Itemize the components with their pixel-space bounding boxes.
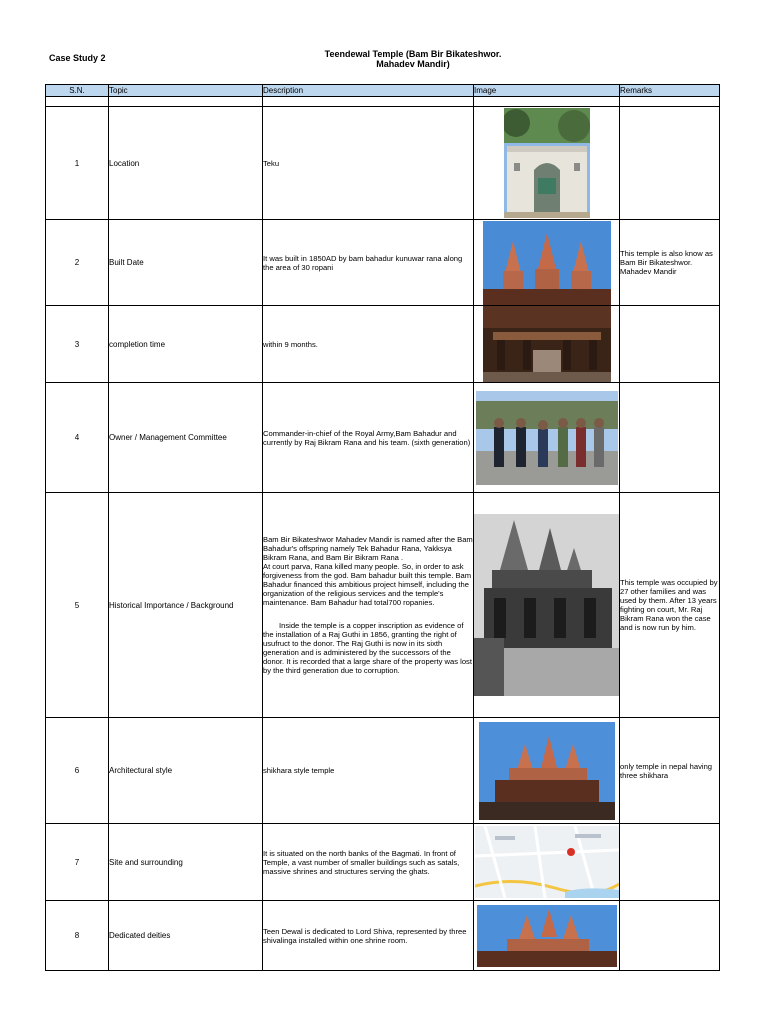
row-description: shikhara style temple xyxy=(263,718,474,824)
row-description: Commander-in-chief of the Royal Army,Bam Bahadur and currently by Raj Bikram Rana and his team. (sixth generation) xyxy=(263,383,474,493)
table-row xyxy=(46,493,720,718)
table-row xyxy=(46,306,720,383)
row-description: Teen Dewal is dedicated to Lord Shiva, represented by three shivalinga installed within one shrine room. xyxy=(263,901,474,971)
three-shikhara-temple-photo xyxy=(483,221,611,305)
header-remarks: Remarks xyxy=(620,85,720,97)
row-number: 5 xyxy=(46,493,109,718)
description-paragraph-2: Inside the temple is a copper inscription as evidence of the installation of a Raj Guthi in 1856, granting the right of usufruct to the donor. The Raj Guthi is now in its sixth generation and is administered by the successors of the donor. It is recorded that a large share of the property was lost by the third generation due to corruption. xyxy=(263,621,472,675)
header-image: Image xyxy=(474,85,620,97)
row-image-cell xyxy=(474,107,620,220)
table-header-row xyxy=(46,85,720,97)
row-description: It is situated on the north banks of the Bagmati. In front of Temple, a vast number of smaller buildings such as satals, massive shrines and structures serving the ghats. xyxy=(263,824,474,901)
row-topic: completion time xyxy=(109,306,263,383)
row-image-cell xyxy=(474,824,620,901)
document-title xyxy=(300,49,526,69)
row-remarks xyxy=(620,824,720,901)
row-topic: Owner / Management Committee xyxy=(109,383,263,493)
title-line-1: Teendewal Temple (Bam Bir Bikateshwor. xyxy=(324,49,502,59)
row-description: within 9 months. xyxy=(263,306,474,383)
header-topic: Topic xyxy=(109,85,263,97)
title-line-2: Mahadev Mandir) xyxy=(376,59,450,69)
row-number: 8 xyxy=(46,901,109,971)
row-number: 1 xyxy=(46,107,109,220)
historic-black-white-photo xyxy=(474,514,620,696)
table-row xyxy=(46,901,720,971)
description-paragraph-1: Bam Bir Bikateshwor Mahadev Mandir is named after the Bam Bahadur's offspring namely Tek Bahadur Rana, Yakksya Bikram Rana, and Bam Bir Bikram Rana . xyxy=(263,535,473,562)
row-topic: Built Date xyxy=(109,220,263,306)
row-remarks: This temple is also know as Bam Bir Bikateshwor. Mahadev Mandir xyxy=(620,220,720,306)
row-image-cell xyxy=(474,901,620,971)
map-screenshot xyxy=(475,826,619,898)
row-topic: Site and surrounding xyxy=(109,824,263,901)
temple-front-photo xyxy=(479,722,615,820)
row-number: 4 xyxy=(46,383,109,493)
row-topic: Architectural style xyxy=(109,718,263,824)
row-topic: Historical Importance / Background xyxy=(109,493,263,718)
group-photo xyxy=(476,391,618,485)
row-image-cell xyxy=(474,493,620,718)
spacer-row xyxy=(46,97,720,107)
row-topic: Dedicated deities xyxy=(109,901,263,971)
table-row xyxy=(46,220,720,306)
row-remarks xyxy=(620,107,720,220)
row-image-cell xyxy=(474,306,620,383)
table-row xyxy=(46,107,720,220)
temple-gate-photo xyxy=(504,108,590,218)
row-remarks xyxy=(620,306,720,383)
row-number: 3 xyxy=(46,306,109,383)
header-sn: S.N. xyxy=(46,85,109,97)
table-row xyxy=(46,718,720,824)
row-number: 6 xyxy=(46,718,109,824)
temple-courtyard-photo xyxy=(483,306,611,382)
description-paragraph-1b: At court parva, Rana killed many people. So, in order to ask forgiveness from the god. Bam bahadur built this temple. Bam Bahadur financed this ambitious project himself, including the organization of the religious services and the temple's maintenance. Bam Bahadur had total700 ropanies. xyxy=(263,562,472,607)
temple-sky-photo xyxy=(477,905,617,967)
row-number: 2 xyxy=(46,220,109,306)
row-description: It was built in 1850AD by bam bahadur kunuwar rana along the area of 30 ropani xyxy=(263,220,474,306)
row-remarks xyxy=(620,383,720,493)
row-number: 7 xyxy=(46,824,109,901)
header-description: Description xyxy=(263,85,474,97)
row-image-cell xyxy=(474,220,620,306)
row-description xyxy=(263,493,474,718)
row-description: Teku xyxy=(263,107,474,220)
table-row xyxy=(46,383,720,493)
row-remarks: only temple in nepal having three shikhara xyxy=(620,718,720,824)
case-study-table xyxy=(45,84,720,971)
row-image-cell xyxy=(474,383,620,493)
row-topic: Location xyxy=(109,107,263,220)
row-image-cell xyxy=(474,718,620,824)
row-remarks: This temple was occupied by 27 other families and was used by them. After 13 years fighting on court, Mr. Raj Bikram Rana won the case and is now run by him. xyxy=(620,493,720,718)
row-remarks xyxy=(620,901,720,971)
table-row xyxy=(46,824,720,901)
case-study-label: Case Study 2 xyxy=(49,53,106,63)
